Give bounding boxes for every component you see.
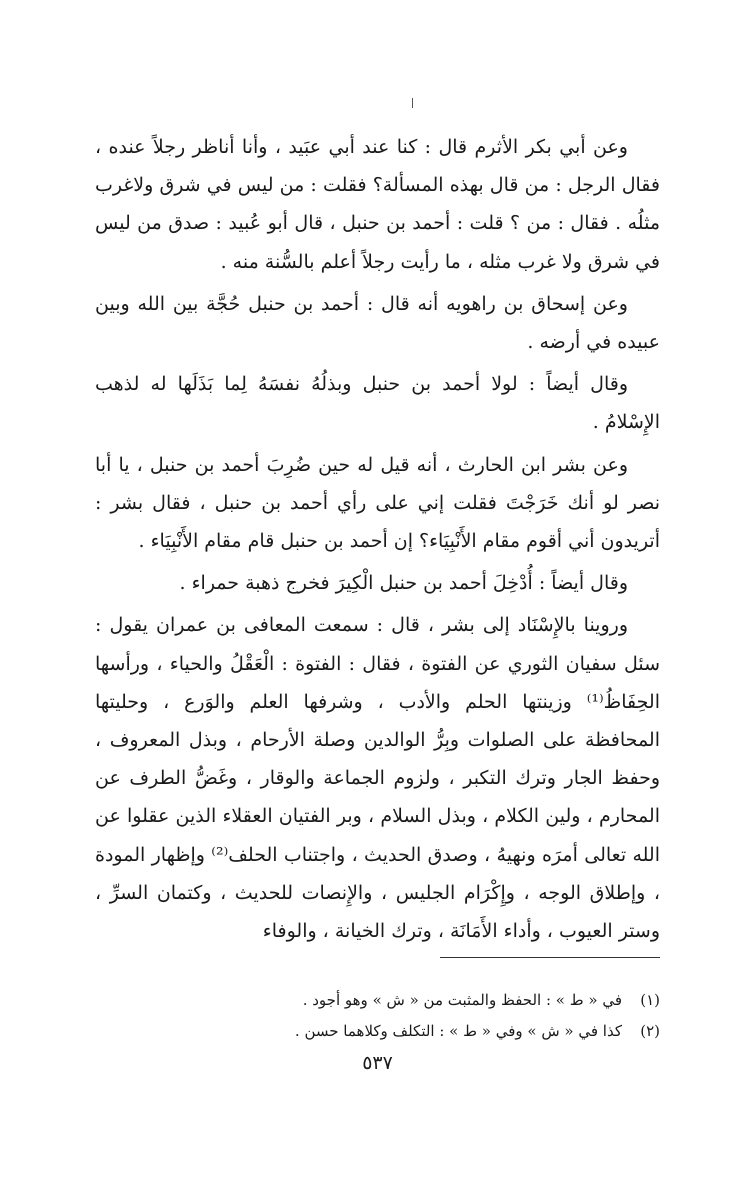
- footnote-text: كذا في « ش » وفي « ط » : التكلف وكلاهما حسن .: [294, 1022, 622, 1040]
- footnote-number: (١): [640, 991, 660, 1009]
- main-text: [95, 128, 660, 950]
- paragraph-bishr: وعن بشر ابن الحارث ، أنه قيل له حين ضُرِبَ أحمد بن حنبل ، يا أبا نصر لو أنك خَرَجْتَ فقلت إني على رأي أحمد بن حنبل ، فقال بشر : أتريدون أني أقوم مقام الأَنْبِيَاء؟ إن أحمد بن حنبل قام مقام الأَنْبِيَاء .: [95, 453, 660, 553]
- paragraph-athram: وعن أبي بكر الأثرم قال : كنا عند أبي عبَيد ، وأنا أناظر رجلاً عنده ، فقال الرجل : من قال بهذه المسألة؟ فقلت : من ليس في شرق ولاغرب مثلُه . فقال : من ؟ قلت : أحمد بن حنبل ، قال أبو عُبيد : صدق من ليس في شرق ولا غرب مثله ، ما رأيت رجلاً أعلم بالسُّنة منه .: [95, 136, 660, 273]
- top-mark: [412, 98, 413, 108]
- footnote-2: [95, 1016, 660, 1047]
- paragraph-lawla: وقال أيضاً : لولا أحمد بن حنبل وبذلُهُ نفسَهُ لِما بَذَلَها له لذهب الإِسْلامُ .: [95, 373, 660, 434]
- page-number: ٥٣٧: [362, 1052, 393, 1074]
- paragraph-ishaq: وعن إسحاق بن راهويه أنه قال : أحمد بن حنبل حُجَّة بين الله وبين عبيده في أرضه .: [95, 292, 660, 354]
- paragraph-futuwwa: وروينا بالإِسْنَاد إلى بشر ، قال : سمعت المعافى بن عمران يقول : سئل سفيان الثوري عن الفتوة ، فقال : الفتوة : الْعَقْلُ والحياء ، ورأسها الحِفَاظُ⁽¹⁾ وزينتها الحلم والأدب ، وشرفها العلم والوَرع ، وحليتها المحافظة على الصلوات وبِرُّ الوالدين وصلة الأرحام ، وبذل المعروف ، وحفظ الجار وترك التكبر ، ولزوم الجماعة والوقار ، وغَضُّ الطرف عن المحارم ، ولين الكلام ، وبذل السلام ، وبر الفتيان العقلاء الذين عقلوا عن الله تعالى أمرَه ونهيهُ ، وصدق الحديث ، واجتناب الحلف⁽²⁾ وإظهار المودة ، وإطلاق الوجه ، وإِكْرَام الجليس ، والإِنصات للحديث ، وكتمان السرِّ ، وستر العيوب ، وأداء الأَمَانَة ، وترك الخيانة ، والوفاء: [95, 614, 660, 943]
- footnote-text: في « ط » : الحفظ والمثبت من « ش » وهو أجود .: [302, 991, 622, 1009]
- footnote-number: (٢): [640, 1022, 660, 1040]
- paragraph-kir: وقال أيضاً : أُدْخِلَ أحمد بن حنبل الْكِيرَ فخرج ذهبة حمراء .: [179, 572, 628, 595]
- footnote-divider: [440, 957, 660, 958]
- footnotes: [95, 985, 660, 1047]
- footnote-1: [95, 985, 660, 1016]
